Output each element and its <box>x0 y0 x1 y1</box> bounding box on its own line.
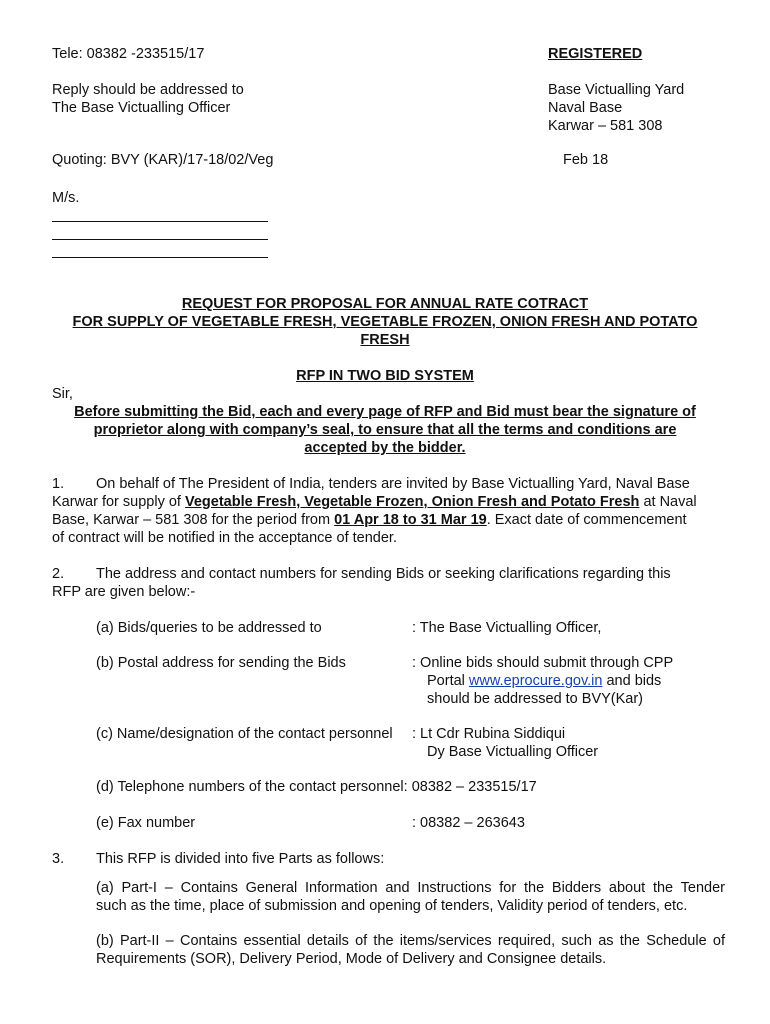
item-b-value-1: : Online bids should submit through CPP <box>412 655 674 671</box>
reply-line-2: The Base Victualling Officer <box>52 100 231 116</box>
para2-line-1: The address and contact numbers for sending Bids or seeking clarifications regarding this <box>96 566 671 582</box>
para2-number: 2. <box>52 566 65 582</box>
item-c-value-2: Dy Base Victualling Officer <box>427 744 599 760</box>
para3-number: 3. <box>52 851 65 867</box>
item-e-value: : 08382 – 263643 <box>412 815 525 831</box>
addressee-ms: M/s. <box>52 190 80 206</box>
para1-line-4: of contract will be notified in the acceptance of tender. <box>52 530 397 546</box>
para1-items-emphasis: Vegetable Fresh, Vegetable Frozen, Onion Fresh and Potato Fresh <box>184 494 640 510</box>
item-a-label: (a) Bids/queries to be addressed to <box>96 620 322 636</box>
salutation: Sir, <box>52 386 73 402</box>
para1-line-1: On behalf of The President of India, tenders are invited by Base Victualling Yard, Naval Base <box>96 476 690 492</box>
para3-intro: This RFP is divided into five Parts as follows: <box>96 851 385 867</box>
eprocure-link[interactable]: www.eprocure.gov.in <box>468 673 603 689</box>
notice-line-1: Before submitting the Bid, each and every page of RFP and Bid must bear the signature of <box>74 404 696 420</box>
item-b-portal-text: Portal <box>427 673 469 689</box>
telephone-line: Tele: 08382 -233515/17 <box>52 46 205 62</box>
item-b-and-bids-text: and bids <box>602 673 662 689</box>
notice-line-3: accepted by the bidder. <box>304 440 466 456</box>
para1-period-emphasis: 01 Apr 18 to 31 Mar 19 <box>334 512 487 528</box>
para3-part2-line-2: Requirements (SOR), Delivery Period, Mode of Delivery and Consignee details. <box>96 951 607 967</box>
title-line-1: REQUEST FOR PROPOSAL FOR ANNUAL RATE COTRACT <box>181 296 589 312</box>
item-b-value-2 <box>427 672 661 690</box>
item-e-label: (e) Fax number <box>96 815 196 831</box>
para3-part1-line-1: (a) Part-I – Contains General Information and Instructions for the Bidders about the Tender <box>96 880 725 896</box>
reply-line-1: Reply should be addressed to <box>52 82 244 98</box>
address-line-1: Base Victualling Yard <box>548 82 685 98</box>
para1-line-2-end: at Naval <box>639 494 697 510</box>
para1-line-3-start: Base, Karwar – 581 308 for the period from <box>52 512 335 528</box>
para2-line-2: RFP are given below:- <box>52 584 196 600</box>
para3-part2-line-1: (b) Part-II – Contains essential details of the items/services required, such as the Schedule of <box>96 933 725 949</box>
title-line-3: FRESH <box>360 332 410 348</box>
para1-line-3-end: . Exact date of commencement <box>486 512 687 528</box>
address-line-3: Karwar – 581 308 <box>548 118 663 134</box>
para1-line-2-start: Karwar for supply of <box>52 494 185 510</box>
item-c-value-1: : Lt Cdr Rubina Siddiqui <box>412 726 566 742</box>
subtitle: RFP IN TWO BID SYSTEM <box>296 368 474 384</box>
notice-line-2: proprietor along with company’s seal, to ensure that all the terms and conditions are <box>93 422 677 438</box>
registered-label: REGISTERED <box>548 46 643 62</box>
item-a-value: : The Base Victualling Officer, <box>412 620 602 636</box>
para1-line-3 <box>52 511 687 529</box>
address-line-2: Naval Base <box>548 100 623 116</box>
item-b-label: (b) Postal address for sending the Bids <box>96 655 346 671</box>
letter-date: Feb 18 <box>563 152 609 168</box>
quoting-reference: Quoting: BVY (KAR)/17-18/02/Veg <box>52 152 274 168</box>
para1-number: 1. <box>52 476 65 492</box>
addressee-blank-line-2 <box>52 239 268 240</box>
item-b-value-3: should be addressed to BVY(Kar) <box>427 691 644 707</box>
title-line-2: FOR SUPPLY OF VEGETABLE FRESH, VEGETABLE FROZEN, ONION FRESH AND POTATO <box>72 314 698 330</box>
addressee-blank-line-3 <box>52 257 268 258</box>
para1-line-2 <box>52 493 697 511</box>
item-d-line: (d) Telephone numbers of the contact personnel: 08382 – 233515/17 <box>96 779 537 795</box>
item-c-label: (c) Name/designation of the contact personnel <box>96 726 393 742</box>
para3-part1-line-2: such as the time, place of submission and opening of tenders, Validity period of tenders, etc. <box>96 898 688 914</box>
addressee-blank-line-1 <box>52 221 268 222</box>
